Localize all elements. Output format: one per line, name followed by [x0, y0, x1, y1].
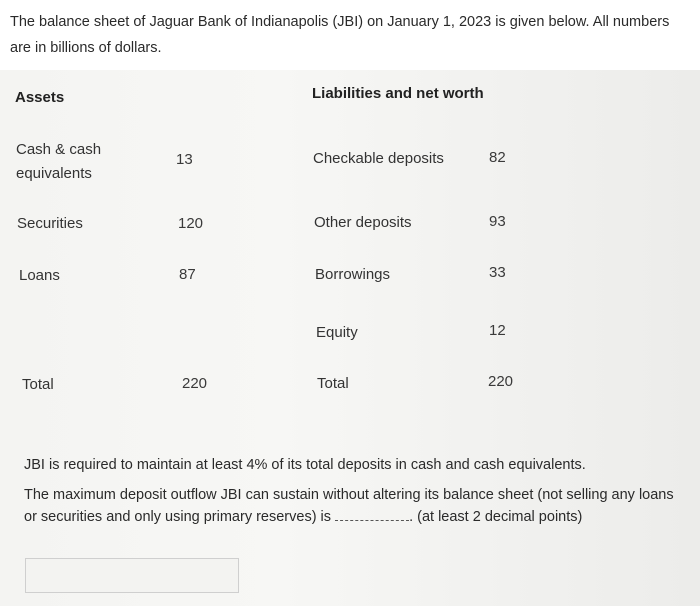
liability-label-borrowings: Borrowings: [315, 266, 391, 283]
question-prompt: [24, 484, 684, 528]
asset-label-securities: Securities: [17, 215, 83, 232]
liability-label-checkable-deposits: Checkable deposits: [313, 150, 444, 167]
requirement-text: JBI is required to maintain at least 4% of its total deposits in cash and cash equivalents.: [24, 457, 586, 473]
liability-value-equity: 12: [489, 322, 506, 339]
liabilities-total-label: Total: [317, 375, 349, 392]
answer-input[interactable]: [25, 558, 239, 593]
prompt-part-1: The maximum deposit outflow JBI can sustain without altering its balance sheet (not selling any loans or securities and only using primary reserves) is: [24, 487, 674, 525]
answer-blank: [335, 508, 409, 521]
liability-value-checkable-deposits: 82: [489, 149, 506, 166]
liability-value-borrowings: 33: [489, 264, 506, 281]
liabilities-total-value: 220: [488, 373, 514, 390]
asset-label-loans: Loans: [19, 267, 60, 284]
asset-value-cash: 13: [176, 151, 193, 168]
asset-value-loans: 87: [179, 266, 196, 283]
assets-total-label: Total: [22, 376, 54, 393]
assets-heading: Assets: [15, 89, 65, 106]
liability-label-equity: Equity: [316, 324, 358, 341]
question-header: [0, 0, 700, 70]
liability-value-other-deposits: 93: [489, 213, 506, 230]
asset-label-cash: Cash & cash equivalents: [16, 141, 102, 182]
liability-label-other-deposits: Other deposits: [314, 214, 412, 231]
assets-total-value: 220: [182, 375, 208, 392]
liabilities-heading: Liabilities and net worth: [312, 85, 484, 102]
question-text: [24, 454, 684, 536]
balance-sheet-table: [0, 70, 700, 420]
prompt-part-2: . (at least 2 decimal points): [409, 509, 583, 525]
asset-value-securities: 120: [178, 215, 204, 232]
intro-text: The balance sheet of Jaguar Bank of Indianapolis (JBI) on January 1, 2023 is given below. All numbers are in billions of dollars.: [10, 14, 670, 56]
